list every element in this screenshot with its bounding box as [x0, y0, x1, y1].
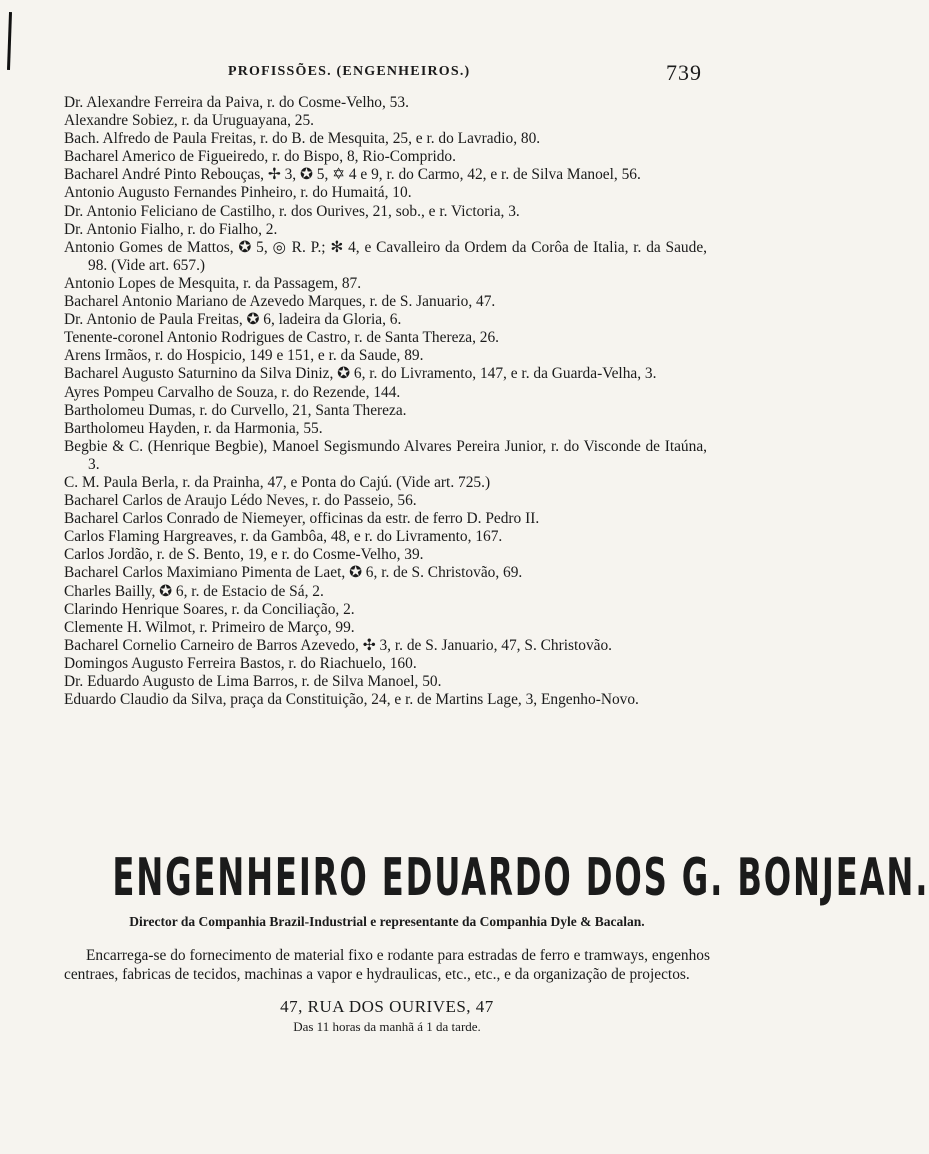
- entry: Charles Bailly, ✪ 6, r. de Estacio de Sá, 2.: [64, 582, 324, 600]
- entry: Bach. Alfredo de Paula Freitas, r. do B. de Mesquita, 25, e r. do Lavradio, 80.: [64, 130, 541, 148]
- margin-rule: [7, 12, 12, 70]
- entry: Antonio Lopes de Mesquita, r. da Passagem, 87.: [64, 274, 362, 292]
- entry: Clarindo Henrique Soares, r. da Conciliação, 2.: [64, 600, 355, 618]
- entry: Alexandre Sobiez, r. da Uruguayana, 25.: [64, 112, 315, 130]
- running-head: PROFISSÕES. (ENGENHEIROS.): [228, 64, 471, 79]
- entry: Dr. Eduardo Augusto de Lima Barros, r. de Silva Manoel, 50.: [64, 673, 442, 690]
- entry: Bacharel Cornelio Carneiro de Barros Azevedo, ✣ 3, r. de S. Januario, 47, S. Christovão.: [64, 636, 613, 654]
- entry: Arens Irmãos, r. do Hospicio, 149 e 151, e r. da Saude, 89.: [64, 347, 424, 365]
- advertisement-address: 47, RUA DOS OURIVES, 47: [280, 996, 494, 1016]
- advertisement-subtitle: Director da Companhia Brazil-Industrial e representante da Companhia Dyle & Bacalan.: [129, 914, 645, 929]
- advertisement-hours: Das 11 horas da manhã á 1 da tarde.: [293, 1018, 481, 1034]
- entry: Carlos Flaming Hargreaves, r. da Gambôa, 48, e r. do Livramento, 167.: [64, 528, 503, 546]
- entry: Bacharel André Pinto Rebouças, ✢ 3, ✪ 5, ✡ 4 e 9, r. do Carmo, 42, e r. de Silva Manoel, 56.: [64, 166, 641, 184]
- entry: Bacharel Carlos Maximiano Pimenta de Laet, ✪ 6, r. de S. Christovão, 69.: [64, 564, 523, 582]
- entry: Dr. Antonio de Paula Freitas, ✪ 6, ladeira da Gloria, 6.: [64, 311, 402, 329]
- entry: Begbie & C. (Henrique Begbie), Manoel Segismundo Alvares Pereira Junior, r. do Visconde de Itaúna, 3.: [64, 437, 707, 473]
- entry: Dr. Alexandre Ferreira da Paiva, r. do Cosme-Velho, 53.: [64, 94, 409, 111]
- entry: Domingos Augusto Ferreira Bastos, r. do Riachuelo, 160.: [64, 654, 417, 672]
- entry: Bacharel Augusto Saturnino da Silva Diniz, ✪ 6, r. do Livramento, 147, e r. da Guarda-Velha, 3.: [64, 365, 657, 383]
- entry: Bacharel Americo de Figueiredo, r. do Bispo, 8, Rio-Comprido.: [64, 148, 456, 166]
- entry: Bacharel Carlos de Araujo Lédo Neves, r. do Passeio, 56.: [64, 492, 417, 510]
- entry: Bartholomeu Dumas, r. do Curvello, 21, Santa Thereza.: [64, 401, 407, 419]
- entry: Dr. Antonio Fialho, r. do Fialho, 2.: [64, 220, 278, 238]
- entry: Clemente H. Wilmot, r. Primeiro de Março, 99.: [64, 618, 355, 636]
- entry: Bacharel Carlos Conrado de Niemeyer, officinas da estr. de ferro D. Pedro II.: [64, 510, 540, 528]
- entry: Tenente-coronel Antonio Rodrigues de Castro, r. de Santa Thereza, 26.: [64, 329, 500, 347]
- entry: C. M. Paula Berla, r. da Prainha, 47, e Ponta do Cajú. (Vide art. 725.): [64, 473, 491, 491]
- advertisement-body: Encarrega-se do fornecimento de material fixo e rodante para estradas de ferro e tramways, engenhos centraes, fabricas de tecidos, machinas a vapor e hydraulicas, etc., etc., e da organização de projectos.: [64, 947, 710, 983]
- entry: Antonio Augusto Fernandes Pinheiro, r. do Humaitá, 10.: [64, 184, 412, 202]
- entry: Bacharel Antonio Mariano de Azevedo Marques, r. de S. Januario, 47.: [64, 293, 496, 311]
- entry: Dr. Antonio Feliciano de Castilho, r. dos Ourives, 21, sob., e r. Victoria, 3.: [64, 202, 520, 220]
- directory-entries: [64, 94, 707, 709]
- advertisement: [64, 848, 929, 1035]
- entry: Carlos Jordão, r. de S. Bento, 19, e r. do Cosme-Velho, 39.: [64, 546, 424, 564]
- entry: Bartholomeu Hayden, r. da Harmonia, 55.: [64, 419, 323, 437]
- page-header: [70, 60, 710, 90]
- entry: Ayres Pompeu Carvalho de Souza, r. do Rezende, 144.: [64, 383, 401, 401]
- entry: Antonio Gomes de Mattos, ✪ 5, ◎ R. P.; ✻ 4, e Cavalleiro da Ordem da Corôa de Italia, r. da Saude, 98. (Vide art. 657.): [64, 238, 707, 274]
- entry: Eduardo Claudio da Silva, praça da Constituição, 24, e r. de Martins Lage, 3, Engenho-Novo.: [64, 691, 639, 709]
- page-number: 739: [666, 60, 702, 85]
- advertisement-title: ENGENHEIRO EDUARDO DOS G. BONJEAN.: [112, 848, 929, 908]
